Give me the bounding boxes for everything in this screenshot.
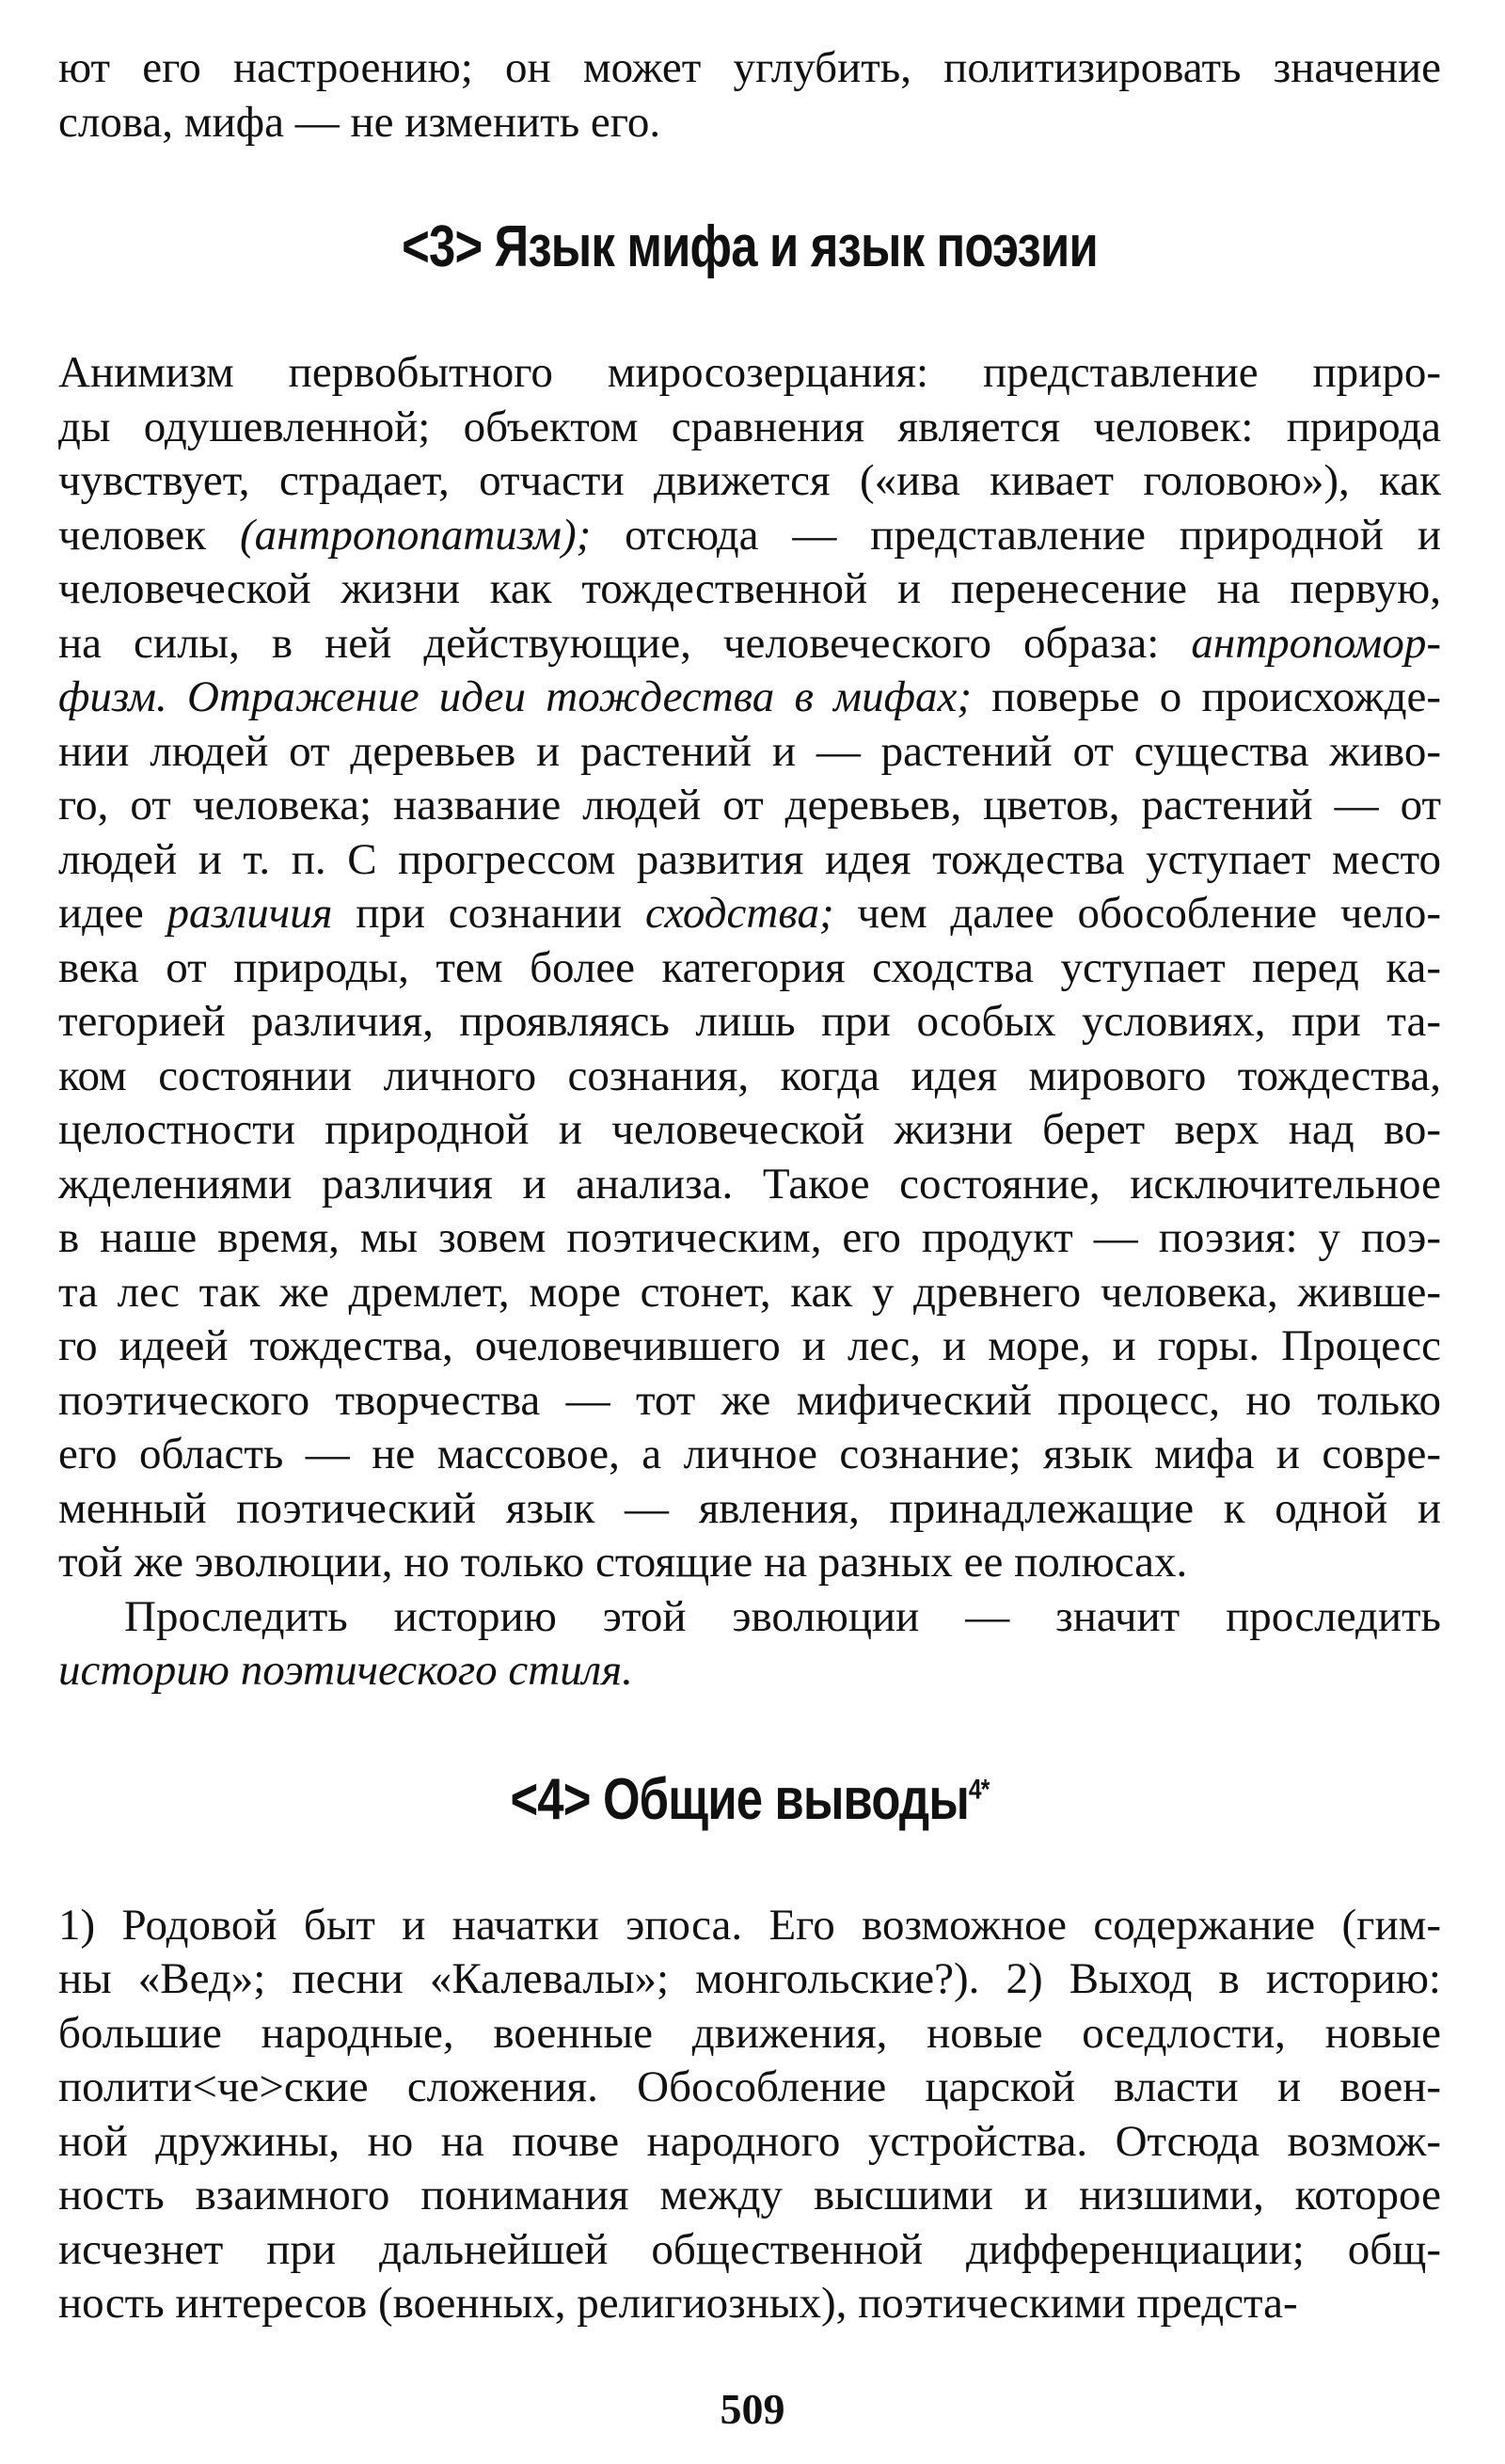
text-line: ют его настроению; он может углубить, политизировать значение bbox=[58, 43, 1441, 92]
text-line bbox=[58, 454, 1441, 509]
text-line bbox=[58, 1952, 1441, 2007]
text-segment: ной дружины, но на почве народного устройства. Отсюда возмож- bbox=[58, 2116, 1441, 2166]
text-line bbox=[58, 1644, 1441, 1698]
text-line bbox=[58, 2115, 1441, 2170]
intro-paragraph bbox=[58, 41, 1441, 150]
text-line bbox=[58, 1428, 1441, 1482]
text-segment: поверье о происхожде- bbox=[972, 672, 1441, 721]
text-segment: его область — не массовое, а личное сознание; язык мифа и совре- bbox=[58, 1429, 1441, 1478]
text-line bbox=[58, 995, 1441, 1050]
text-line bbox=[58, 2007, 1441, 2061]
text-segment: в наше время, мы зовем поэтическим, его продукт — поэзия: у поэ- bbox=[58, 1213, 1441, 1262]
text-line bbox=[58, 562, 1441, 617]
text-line bbox=[58, 1103, 1441, 1158]
text-segment: ность взаимного понимания между высшими и низшими, которое bbox=[58, 2171, 1441, 2219]
text-line bbox=[58, 2223, 1441, 2278]
italic-text: сходства; bbox=[644, 889, 834, 938]
text-line bbox=[58, 509, 1441, 563]
text-segment: поэтического творчества — тот же мифический процесс, но только bbox=[58, 1375, 1441, 1425]
text-segment: века от природы, тем более категория сходства уступает перед ка- bbox=[58, 942, 1441, 992]
section-4-paragraph-1 bbox=[58, 1899, 1441, 2331]
text-line bbox=[58, 1211, 1441, 1266]
text-segment: та лес так же дремлет, море стонет, как у древнего человека, живше- bbox=[58, 1267, 1441, 1317]
text-segment: исчезнет при дальнейшей общественной дифференциации; общ- bbox=[58, 2224, 1441, 2274]
text-segment: го идеей тождества, очеловечившего и лес, и море, и горы. Процесс bbox=[58, 1321, 1441, 1370]
text-segment: той же эволюции, но только стоящие на разных ее полюсах. bbox=[58, 1538, 1188, 1587]
text-line bbox=[58, 2169, 1441, 2223]
text-line bbox=[58, 671, 1441, 725]
text-segment: жделениями различия и анализа. Такое состояние, исключительное bbox=[58, 1159, 1441, 1208]
text-line bbox=[58, 887, 1441, 941]
text-segment: ком состоянии личного сознания, когда идея мирового тождества, bbox=[58, 1050, 1441, 1100]
text-segment: го, от человека; название людей от деревьев, цветов, растений — от bbox=[58, 781, 1441, 829]
page-content bbox=[58, 41, 1441, 2331]
text-segment: идее bbox=[58, 889, 167, 938]
text-segment: чем далее обособление чело- bbox=[833, 889, 1441, 938]
text-line bbox=[58, 1374, 1441, 1429]
text-line bbox=[58, 725, 1441, 780]
text-segment: менный поэтический язык — явления, принадлежащие к одной и bbox=[58, 1483, 1441, 1533]
text-line bbox=[58, 2061, 1441, 2115]
section-3-paragraph-1 bbox=[58, 346, 1441, 1590]
text-segment: большие народные, военные движения, новые оседлости, новые bbox=[58, 2008, 1441, 2058]
text-line bbox=[58, 1482, 1441, 1537]
text-line: слова, мифа — не изменить его. bbox=[58, 97, 661, 147]
section-3-heading: <3> Язык мифа и язык поэзии bbox=[402, 214, 1098, 279]
text-segment: человек bbox=[58, 510, 240, 560]
text-line bbox=[58, 401, 1441, 455]
text-segment: людей и т. п. С прогрессом развития идея тождества уступает место bbox=[58, 834, 1441, 884]
text-line bbox=[58, 1899, 1441, 1953]
text-segment: ность интересов (военных, религиозных), поэтическими предста- bbox=[58, 2279, 1298, 2328]
italic-text: антропомор- bbox=[1191, 618, 1441, 668]
text-segment: полити<че>ские сложения. Обособление царской власти и воен- bbox=[58, 2062, 1441, 2111]
text-line bbox=[58, 1319, 1441, 1374]
section-4-heading bbox=[182, 1766, 1316, 1833]
text-line bbox=[58, 2277, 1441, 2331]
text-segment: 1) Родовой быт и начатки эпоса. Его возможное содержание (гим- bbox=[58, 1900, 1441, 1950]
italic-text: историю поэтического стиля. bbox=[58, 1646, 633, 1695]
text-segment: человеческой жизни как тождественной и перенесение на первую, bbox=[58, 564, 1441, 613]
text-line bbox=[58, 1266, 1441, 1320]
section-3-paragraph-2 bbox=[58, 1590, 1441, 1698]
text-line bbox=[58, 1050, 1441, 1104]
text-line bbox=[58, 1158, 1441, 1212]
text-segment: нии людей от деревьев и растений и — растений от существа живо- bbox=[58, 726, 1441, 776]
italic-text: (антропопатизм); bbox=[239, 510, 592, 560]
text-segment: при сознании bbox=[332, 889, 645, 938]
text-line bbox=[58, 1536, 1441, 1590]
text-segment: тегорией различия, проявляясь лишь при особых условиях, при та- bbox=[58, 997, 1441, 1046]
text-segment: чувствует, страдает, отчасти движется («ива кивает головою»), как bbox=[58, 456, 1441, 505]
text-line bbox=[58, 833, 1441, 888]
section-4-heading-text: <4> Общие выводы bbox=[510, 1766, 969, 1832]
text-line bbox=[58, 1590, 1441, 1645]
text-line bbox=[58, 346, 1441, 401]
footnote-marker: 4* bbox=[968, 1773, 990, 1805]
text-segment: Проследить историю этой эволюции — значит проследить bbox=[124, 1591, 1441, 1641]
text-segment: на силы, в ней действующие, человеческого образа: bbox=[58, 618, 1192, 668]
text-segment: ны «Вед»; песни «Калевалы»; монгольские?). 2) Выход в историю: bbox=[58, 1954, 1441, 2003]
page-number: 509 bbox=[720, 2385, 785, 2433]
text-line bbox=[58, 779, 1441, 833]
text-line bbox=[58, 617, 1441, 671]
text-line bbox=[58, 941, 1441, 996]
italic-text: различия bbox=[166, 889, 333, 938]
text-segment: Анимизм первобытного миросозерцания: представление приро- bbox=[58, 348, 1441, 397]
italic-text: физм. Отражение идеи тождества в мифах; bbox=[58, 672, 973, 721]
text-segment: ды одушевленной; объектом сравнения является человек: природа bbox=[58, 402, 1441, 451]
text-segment: целостности природной и человеческой жизни берет верх над во- bbox=[58, 1105, 1441, 1154]
text-segment: отсюда — представление природной и bbox=[591, 510, 1441, 560]
